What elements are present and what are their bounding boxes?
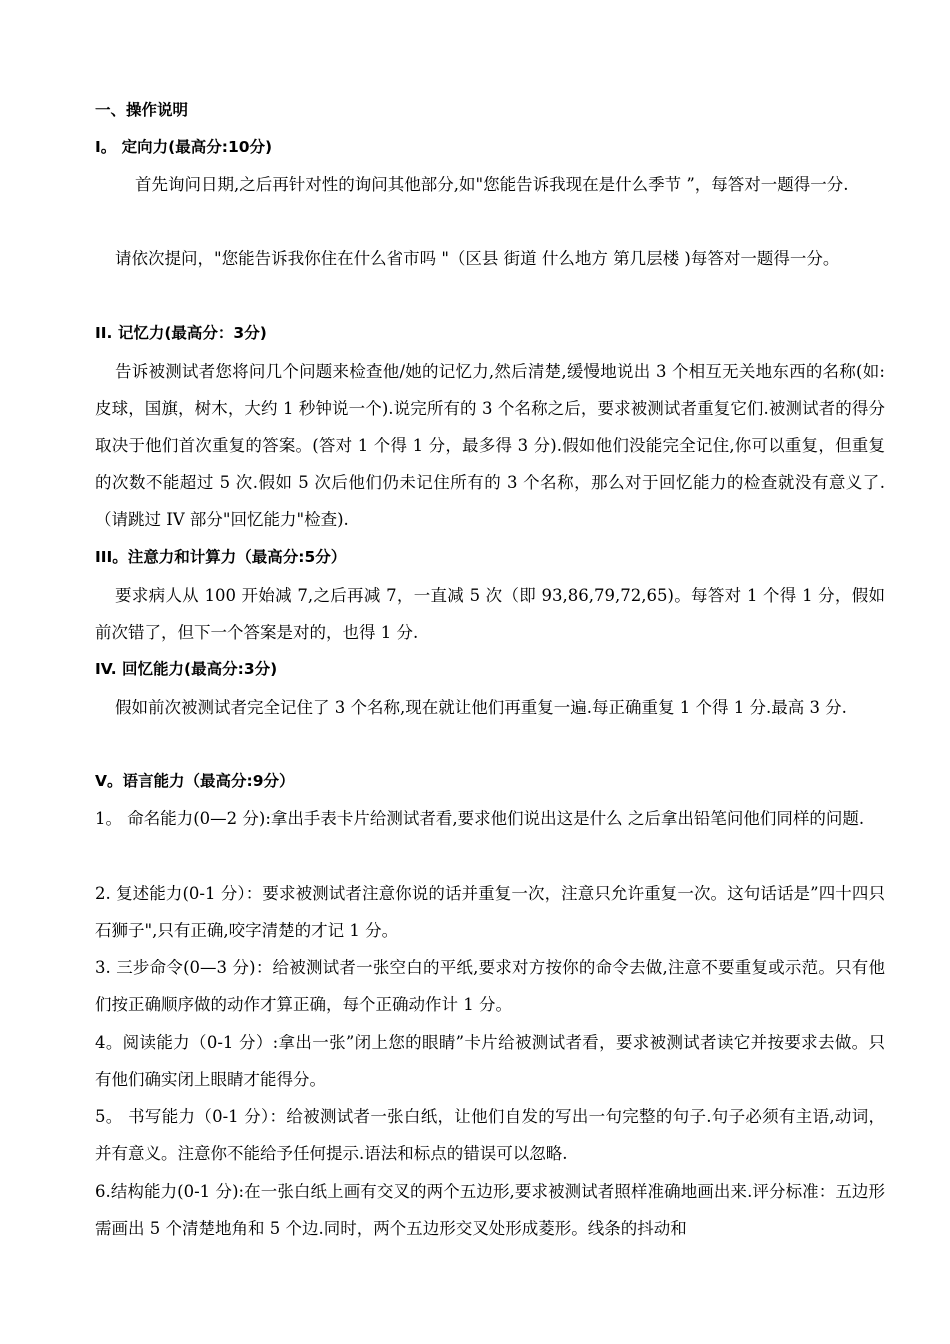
section-heading-memory: II. 记忆力(最高分：3分) [95,324,267,342]
paragraph-orientation-2: 请依次提问，"您能告诉我你住在什么省市吗 "（区县 街道 什么地方 第几层楼 )每答对一题得一分。 [115,249,840,268]
section-heading-language: V。语言能力（最高分:9分） [95,772,295,790]
paragraph-attention: 要求病人从 100 开始减 7,之后再减 7，一直减 5 次（即 93,86,79,72,65)。每答对 1 个得 1 分，假如前次错了，但下一个答案是对的，也得 1 分. [95,586,885,642]
section-heading-recall: IV. 回忆能力(最高分:3分) [95,660,278,678]
document-title: 一、操作说明 [95,101,189,119]
list-item-repetition: 2. 复述能力(0-1 分）：要求被测试者注意你说的话并重复一次，注意只允许重复一次。这句话话是”四十四只石狮子",只有正确,咬字清楚的才记 1 分。 [95,884,885,940]
list-item-construction: 6.结构能力(0-1 分):在一张白纸上画有交叉的两个五边形,要求被测试者照样准确地画出来.评分标准：五边形需画出 5 个清楚地角和 5 个边.同时，两个五边形交叉处形成菱形。线条的抖动和 [95,1182,885,1238]
section-heading-attention: III。注意力和计算力（最高分:5分） [95,548,347,566]
paragraph-memory: 告诉被测试者您将问几个问题来检查他/她的记忆力,然后清楚,缓慢地说出 3 个相互无关地东西的名称(如:皮球，国旗，树木，大约 1 秒钟说一个).说完所有的 3 个名称之后，要求被测试者重复它们.被测试者的得分取决于他们首次重复的答案。(答对 1 个得 1 分，最多得 3 分).假如他们没能完全记住,你可以重复，但重复的次数不能超过 5 次.假如 5 次后他们仍未记住所有的 3 个名称，那么对于回忆能力的检查就没有意义了.（请跳过 IV 部分"回忆能力"检查). [95,362,885,529]
paragraph-orientation-1: 首先询问日期,之后再针对性的询问其他部分,如"您能告诉我现在是什么季节 ”，每答对一题得一分. [135,175,849,194]
section-heading-orientation: I。 定向力(最高分:10分) [95,138,273,156]
paragraph-recall: 假如前次被测试者完全记住了 3 个名称,现在就让他们再重复一遍.每正确重复 1 个得 1 分.最高 3 分. [115,698,847,717]
list-item-naming: 1。 命名能力(0—2 分):拿出手表卡片给测试者看,要求他们说出这是什么 之后拿出铅笔问他们同样的问题. [95,809,865,828]
list-item-writing: 5。 书写能力（0-1 分）：给被测试者一张白纸，让他们自发的写出一句完整的句子.句子必须有主语,动词，并有意义。注意你不能给予任何提示.语法和标点的错误可以忽略. [95,1107,885,1163]
list-item-reading: 4。阅读能力（0-1 分）:拿出一张”闭上您的眼睛”卡片给被测试者看，要求被测试者读它并按要求去做。只有他们确实闭上眼睛才能得分。 [95,1033,885,1089]
list-item-three-step-command: 3. 三步命令(0—3 分)：给被测试者一张空白的平纸,要求对方按你的命令去做,注意不要重复或示范。只有他们按正确顺序做的动作才算正确，每个正确动作计 1 分。 [95,958,885,1014]
